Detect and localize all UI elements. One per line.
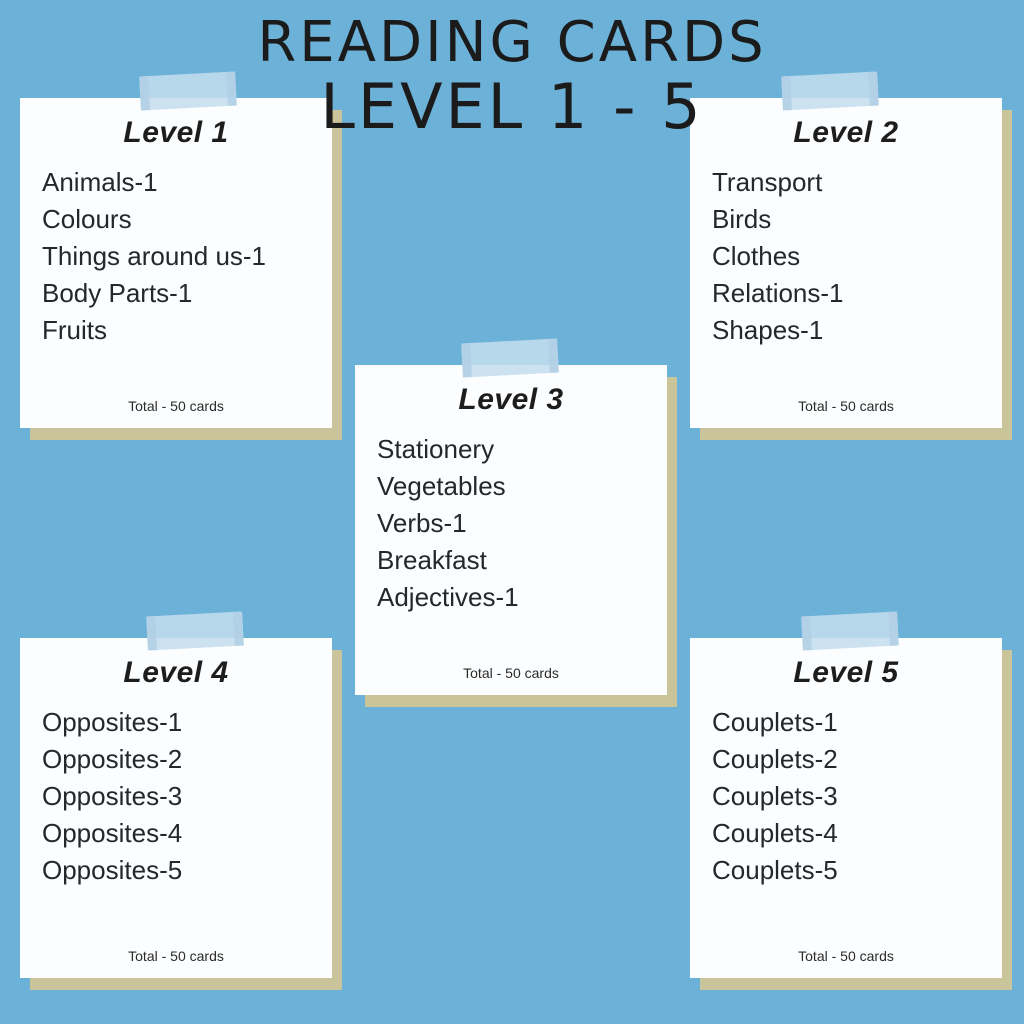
card-level-5[interactable] xyxy=(690,638,1002,978)
card-level-4[interactable] xyxy=(20,638,332,978)
list-item: Couplets-5 xyxy=(712,854,838,885)
card-item-list xyxy=(42,704,310,948)
list-item: Couplets-1 xyxy=(712,707,838,737)
list-item: Colours xyxy=(42,203,132,234)
card-total: Total - 50 cards xyxy=(128,948,224,964)
card-title: Level 4 xyxy=(123,656,229,689)
list-item: Couplets-4 xyxy=(712,817,838,848)
card-item-list xyxy=(377,431,645,665)
card-item-list xyxy=(712,164,980,398)
card-title: Level 3 xyxy=(458,383,564,416)
list-item: Opposites-1 xyxy=(42,707,183,737)
list-item: Relations-1 xyxy=(712,277,844,308)
list-item: Breakfast xyxy=(377,544,487,575)
card-title: Level 1 xyxy=(123,116,229,149)
card-total: Total - 50 cards xyxy=(128,398,224,414)
list-item: Vegetables xyxy=(377,470,506,501)
list-item: Opposites-5 xyxy=(42,854,183,885)
list-item: Stationery xyxy=(377,434,495,464)
tape-icon xyxy=(146,612,244,651)
card-title: Level 5 xyxy=(793,656,899,689)
card-item-list xyxy=(42,164,310,398)
list-item: Verbs-1 xyxy=(377,507,467,538)
card-item-list xyxy=(712,704,980,948)
list-item: Opposites-2 xyxy=(42,743,183,774)
list-item: Transport xyxy=(712,167,823,197)
title-line-2: LEVEL 1 - 5 xyxy=(320,69,704,143)
list-item: Shapes-1 xyxy=(712,314,824,345)
list-item: Opposites-3 xyxy=(42,780,183,811)
list-item: Couplets-3 xyxy=(712,780,838,811)
card-title: Level 2 xyxy=(793,116,899,149)
list-item: Adjectives-1 xyxy=(377,581,519,612)
tape-icon xyxy=(461,339,559,378)
list-item: Things around us-1 xyxy=(42,240,267,271)
list-item: Clothes xyxy=(712,240,801,271)
card-total: Total - 50 cards xyxy=(798,398,894,414)
card-total: Total - 50 cards xyxy=(463,665,559,681)
card-level-1[interactable] xyxy=(20,98,332,428)
card-level-3[interactable] xyxy=(355,365,667,695)
list-item: Birds xyxy=(712,203,772,234)
list-item: Opposites-4 xyxy=(42,817,183,848)
tape-icon xyxy=(139,72,237,111)
list-item: Couplets-2 xyxy=(712,743,838,774)
list-item: Fruits xyxy=(42,314,107,345)
list-item: Animals-1 xyxy=(42,167,158,197)
tape-icon xyxy=(801,612,899,651)
title-line-1: READING CARDS xyxy=(257,10,767,75)
card-total: Total - 50 cards xyxy=(798,948,894,964)
card-level-2[interactable] xyxy=(690,98,1002,428)
list-item: Body Parts-1 xyxy=(42,277,193,308)
tape-icon xyxy=(781,72,879,111)
